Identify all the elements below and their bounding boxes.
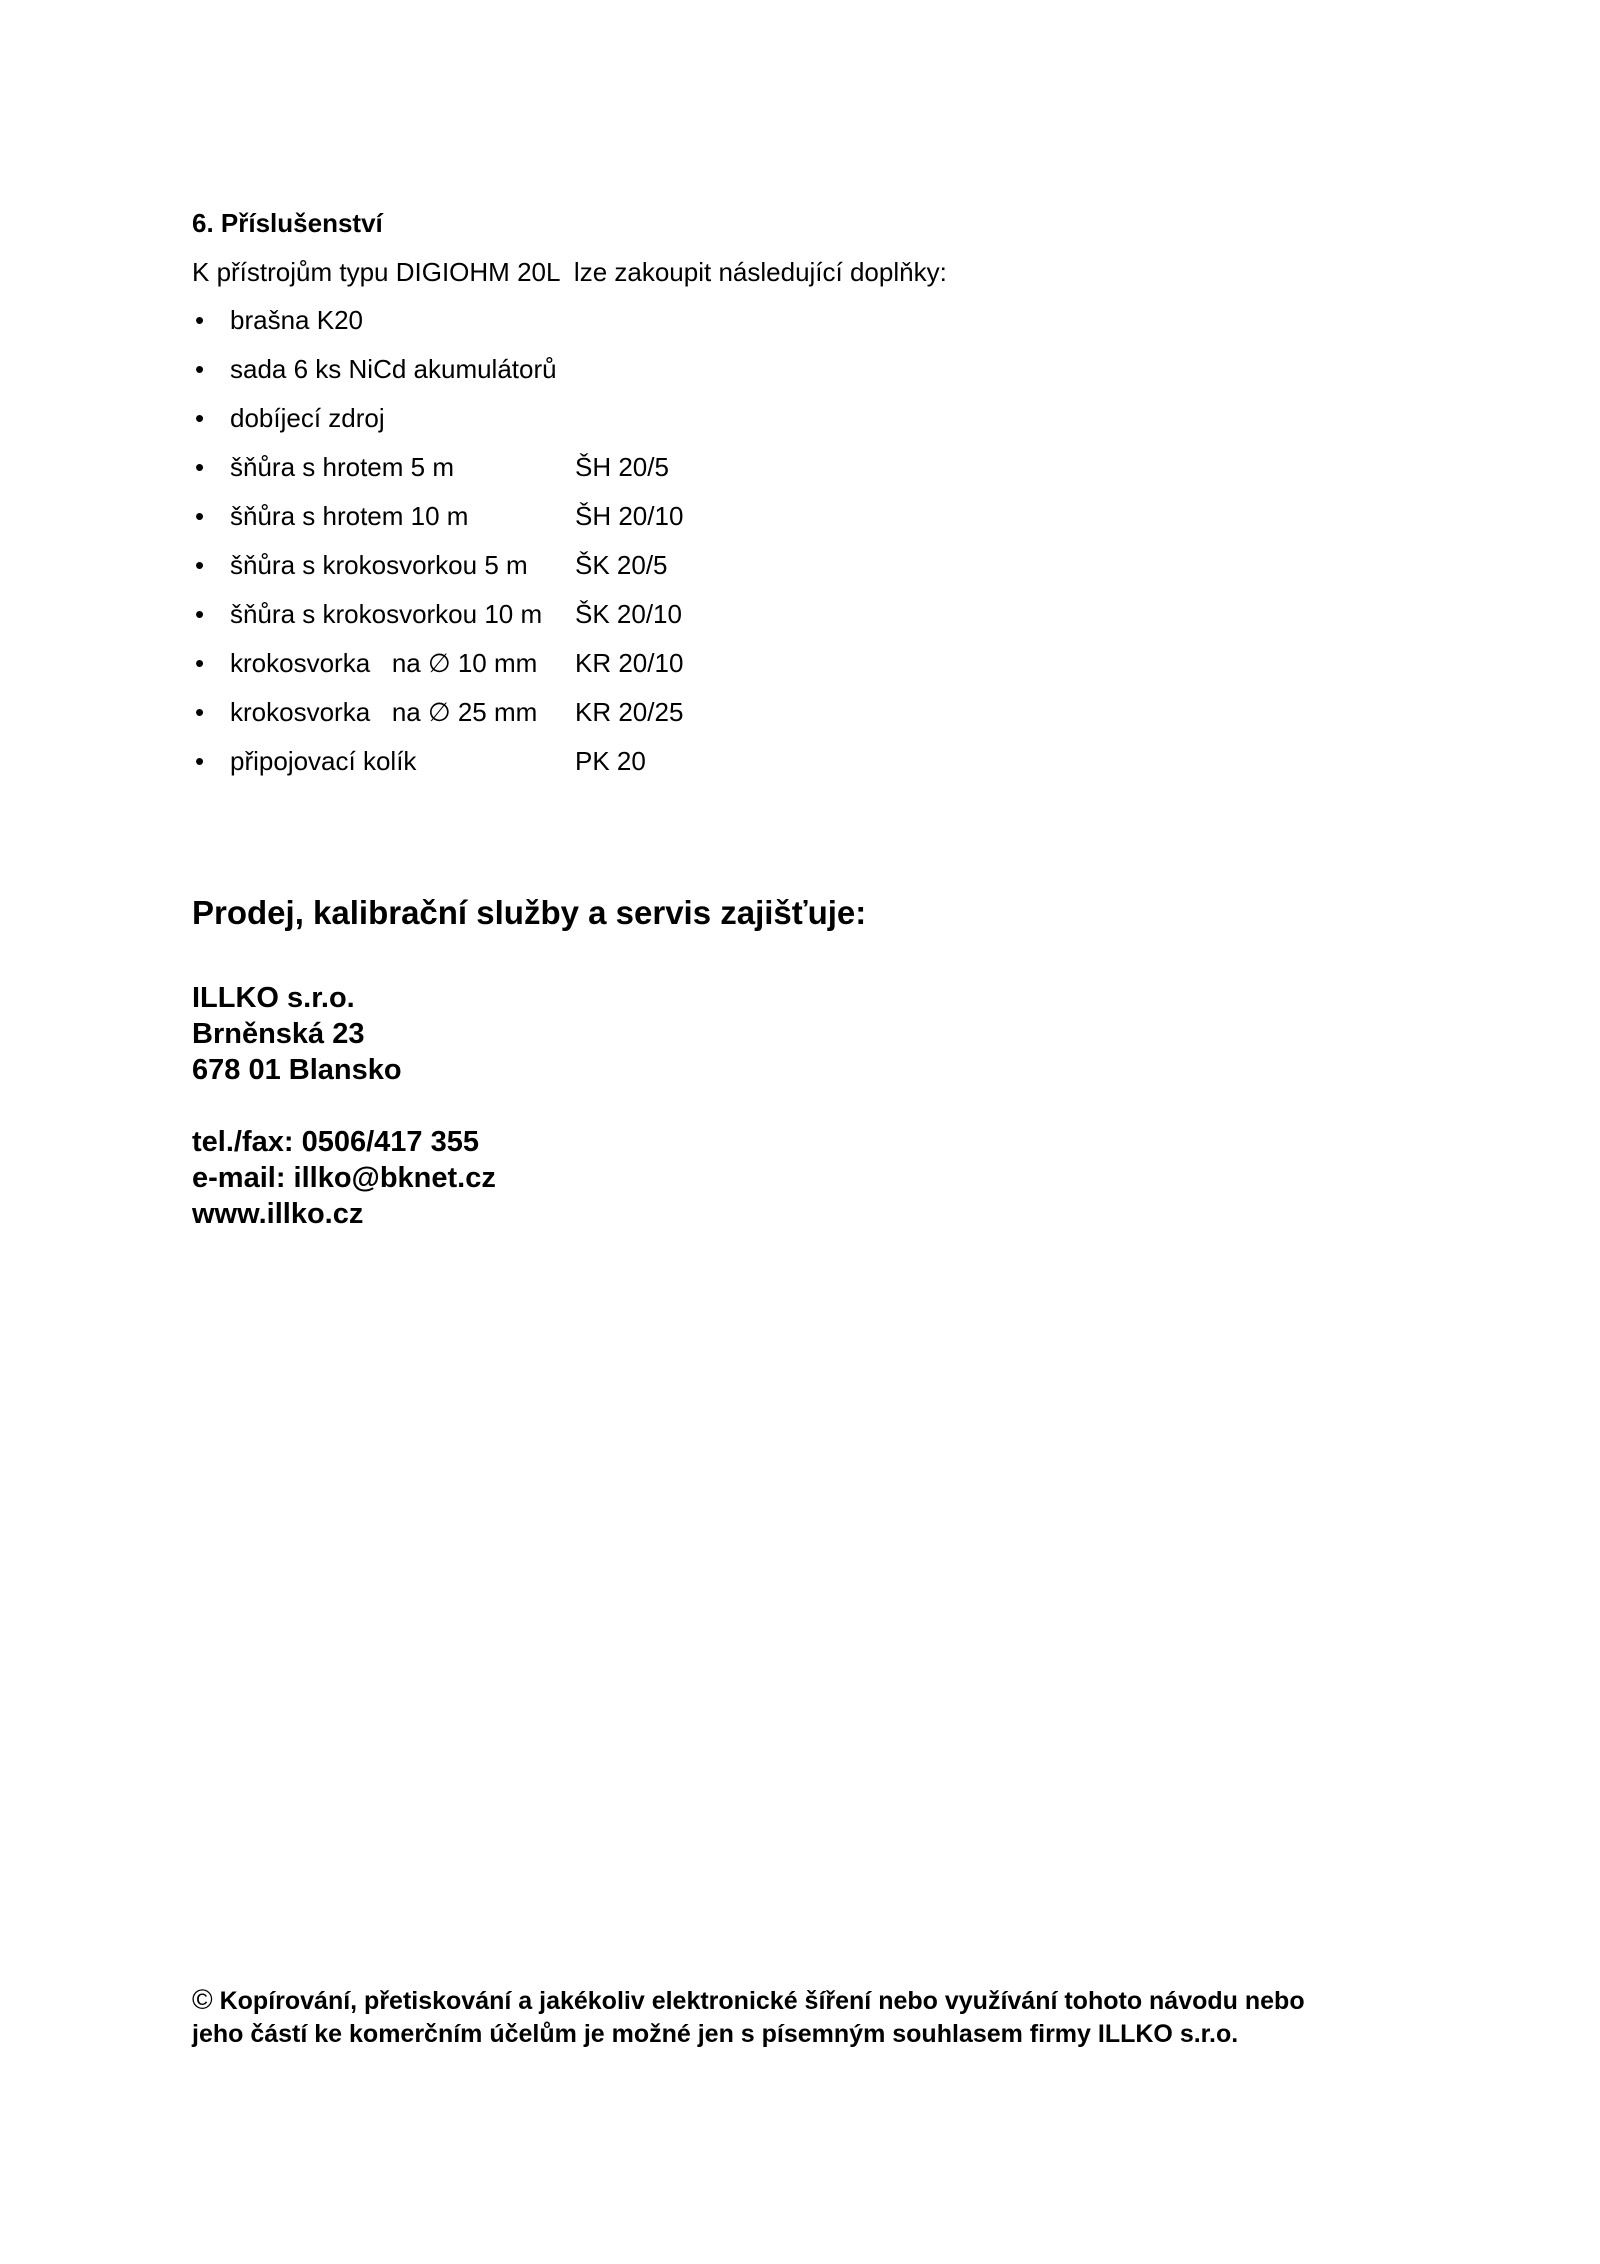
copyright-line-1: Kopírování, přetiskování a jakékoliv elektronické šíření nebo využívání tohoto návodu nebo bbox=[219, 1987, 1305, 2015]
bullet-icon: • bbox=[195, 746, 205, 776]
accessory-name: šňůra s krokosvorkou 5 m bbox=[230, 550, 528, 580]
accessory-code: ŠK 20/10 bbox=[575, 599, 682, 629]
address-street: Brněnská 23 bbox=[192, 1018, 365, 1050]
website: www.illko.cz bbox=[192, 1198, 364, 1230]
copyright-icon: © bbox=[192, 1984, 213, 2015]
email-address: e-mail: illko@bknet.cz bbox=[192, 1162, 496, 1194]
phone-fax: tel./fax: 0506/417 355 bbox=[192, 1126, 479, 1158]
accessory-name: připojovací kolík bbox=[230, 746, 417, 776]
company-contact bbox=[192, 1124, 496, 1232]
accessory-name: dobíjecí zdroj bbox=[230, 403, 385, 433]
company-name: ILLKO s.r.o. bbox=[192, 982, 355, 1014]
bullet-icon: • bbox=[195, 550, 205, 580]
bullet-icon: • bbox=[195, 599, 205, 629]
bullet-icon: • bbox=[195, 403, 205, 433]
accessory-name: šňůra s hrotem 10 m bbox=[230, 501, 469, 531]
accessory-code: ŠK 20/5 bbox=[575, 550, 668, 580]
accessory-name: brašna K20 bbox=[230, 305, 363, 335]
bullet-icon: • bbox=[195, 501, 205, 531]
bullet-icon: • bbox=[195, 648, 205, 678]
section-title: 6. Příslušenství bbox=[192, 208, 383, 238]
accessory-name: sada 6 ks NiCd akumulátorů bbox=[230, 354, 557, 384]
accessory-name: krokosvorka na ∅ 25 mm bbox=[230, 697, 538, 727]
copyright-line-2: jeho částí ke komerčním účelům je možné jen s písemným souhlasem firmy ILLKO s.r.o. bbox=[192, 2020, 1239, 2048]
accessory-code: KR 20/25 bbox=[575, 697, 684, 727]
accessory-name: šňůra s hrotem 5 m bbox=[230, 452, 454, 482]
intro-text: K přístrojům typu DIGIOHM 20L lze zakoupit následující doplňky: bbox=[192, 257, 947, 287]
accessory-name: krokosvorka na ∅ 10 mm bbox=[230, 648, 538, 678]
accessory-name: šňůra s krokosvorkou 10 m bbox=[230, 599, 543, 629]
copyright-notice bbox=[192, 1983, 1432, 2051]
accessory-code: ŠH 20/5 bbox=[575, 452, 669, 482]
company-address bbox=[192, 980, 402, 1088]
bullet-icon: • bbox=[195, 354, 205, 384]
bullet-icon: • bbox=[195, 305, 205, 335]
accessory-code: ŠH 20/10 bbox=[575, 501, 684, 531]
bullet-icon: • bbox=[195, 452, 205, 482]
bullet-icon: • bbox=[195, 697, 205, 727]
service-heading: Prodej, kalibrační služby a servis zajišťuje: bbox=[192, 894, 867, 931]
address-city: 678 01 Blansko bbox=[192, 1054, 402, 1086]
accessory-code: PK 20 bbox=[575, 746, 646, 776]
accessory-code: KR 20/10 bbox=[575, 648, 684, 678]
